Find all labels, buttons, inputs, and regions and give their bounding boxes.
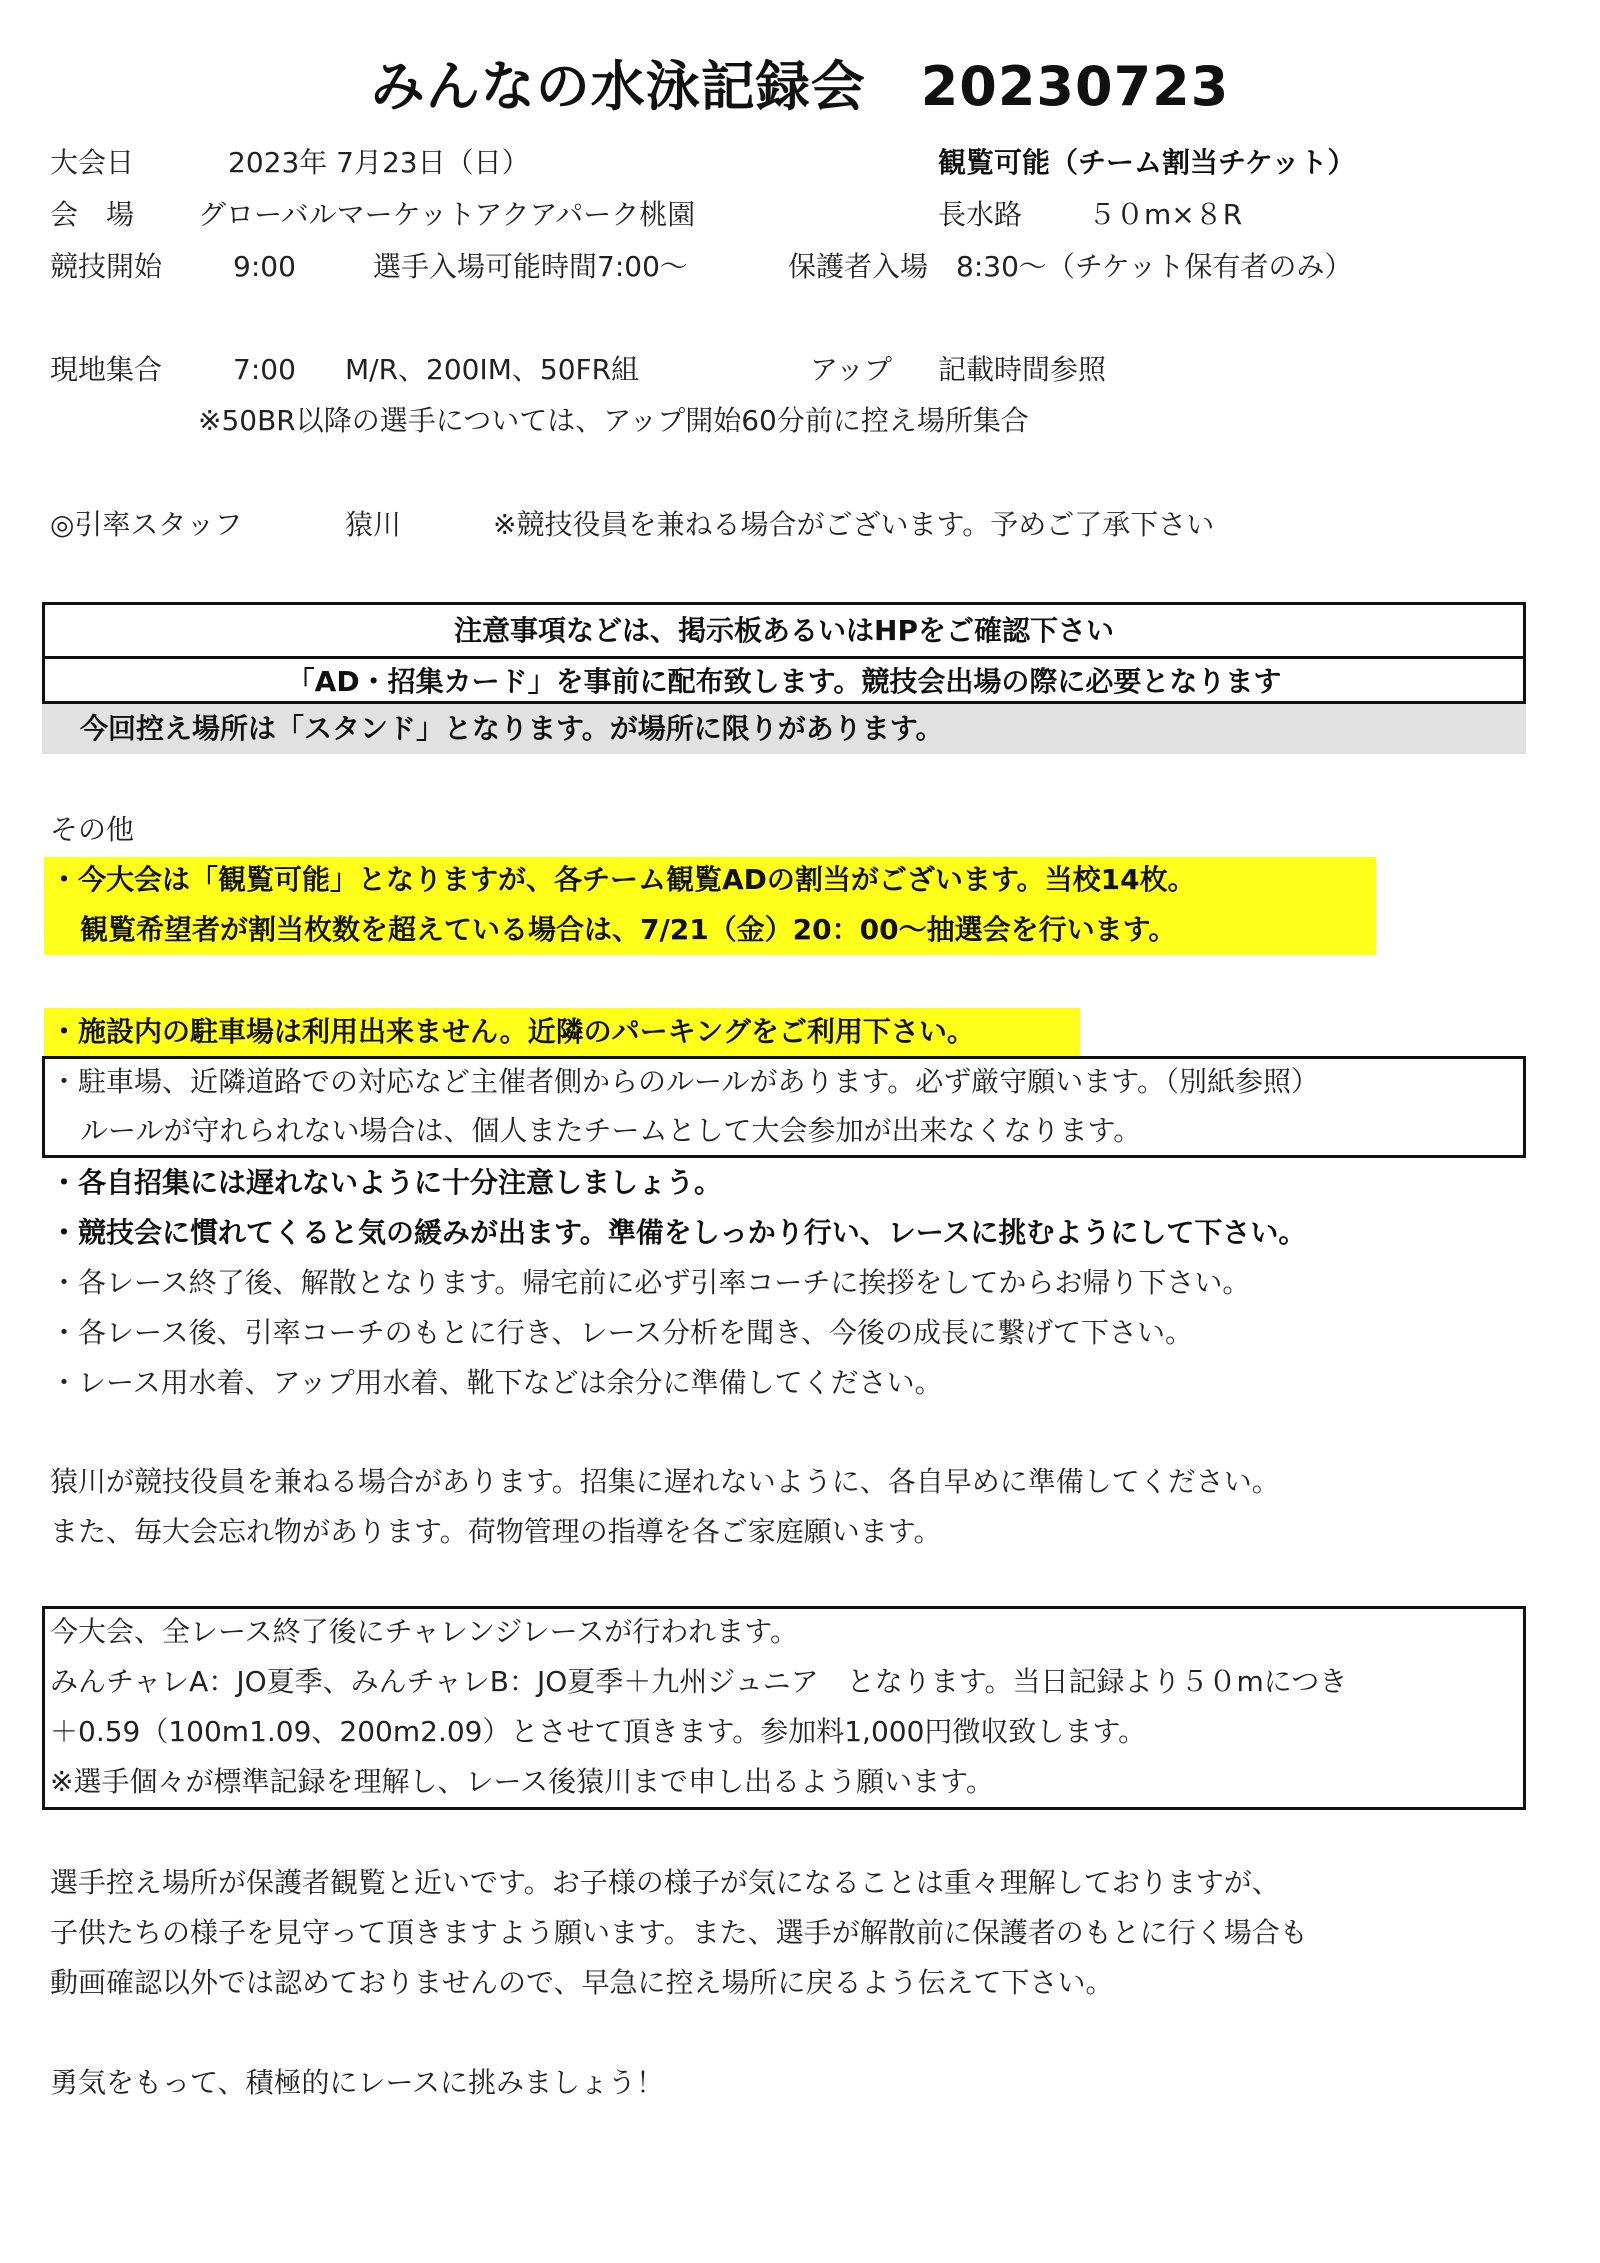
challenge-line-4: ※選手個々が標準記録を理解し、レース後猿川まで申し出るよう願います。 [50,1765,994,1798]
parking-rules-box [42,1056,1526,1158]
paragraph-1-line-2: また、毎大会忘れ物があります。荷物管理の指導を各ご家庭願います。 [50,1515,942,1548]
paragraph-2-line-3: 動画確認以外では認めておりませんので、早急に控え場所に戻るよう伝えて下さい。 [50,1966,1114,1999]
meet-label: 現地集合 [50,353,163,386]
paragraph-2-line-2: 子供たちの様子を見守って頂きますよう願います。また、選手が解散前に保護者のもとに行く場合も [50,1916,1308,1949]
bold-note-2: ・競技会に慣れてくると気の緩みが出ます。準備をしっかり行い、レースに挑むようにして下さい。 [50,1216,1307,1249]
page-title: みんなの水泳記録会 20230723 [370,55,1230,118]
notice-table [42,602,1526,704]
closing-message: 勇気をもって、積極的にレースに挑みましょう！ [50,2066,665,2099]
athlete-entry: 選手入場可能時間7:00～ [373,250,688,283]
date-value: 2023年 7月23日（日） [228,146,530,179]
warmup-value: 記載時間参照 [938,353,1107,386]
paragraph-2-line-1: 選手控え場所が保護者観覧と近いです。お子様の様子が気になることは重々理解しておりますが、 [50,1866,1280,1899]
staff-name: 猿川 [345,508,402,541]
viewing-status: 観覧可能（チーム割当チケット） [938,146,1356,179]
paragraph-1-line-1: 猿川が競技役員を兼ねる場合があります。招集に遅れないように、各自早めに準備してください。 [50,1465,1280,1498]
meet-groups: M/R、200IM、50FR組 [345,353,640,386]
start-label: 競技開始 [50,250,163,283]
venue-value: グローバルマーケットアクアパーク桃園 [198,198,696,231]
list-item: ・各レース終了後、解散となります。帰宅前に必ず引率コーチに挨拶をしてからお帰り下さい。 [50,1266,1251,1299]
pool-value: ５０m×８R [1088,198,1243,231]
meet-note: ※50BR以降の選手については、アップ開始60分前に控え場所集合 [198,404,1029,437]
parking-rules-line-1: ・駐車場、近隣道路での対応など主催者側からのルールがあります。必ず厳守願います。（別紙参照） [50,1065,1319,1098]
viewing-allotment-line-2: 観覧希望者が割当枚数を超えている場合は、7/21（金）20：00～抽選会を行います。 [80,913,1177,946]
list-item: ・レース用水着、アップ用水着、靴下などは余分に準備してください。 [50,1366,943,1399]
notice-row-2: 「AD・招集カード」を事前に配布致します。競技会出場の際に必要となります [286,665,1282,698]
viewing-allotment-line-1: ・今大会は「観覧可能」となりますが、各チーム観覧ADの割当がございます。当校14枚。 [50,863,1196,896]
warmup-label: アップ [810,353,893,386]
notice-row-1: 注意事項などは、掲示板あるいはHPをご確認下さい [454,614,1114,647]
guardian-entry: 保護者入場 8:30～（チケット保有者のみ） [788,250,1353,283]
meet-time: 7:00 [233,353,296,386]
parking-notice: ・施設内の駐車場は利用出来ません。近隣のパーキングをご利用下さい。 [50,1015,975,1048]
notice-divider [45,656,1523,659]
challenge-line-3: ＋0.59（100m1.09、200m2.09）とさせて頂きます。参加料1,000円徴収致します。 [50,1715,1147,1748]
list-item: ・各レース後、引率コーチのもとに行き、レース分析を聞き、今後の成長に繋げて下さい。 [50,1316,1193,1349]
challenge-race-box [42,1606,1526,1810]
bold-note-1: ・各自招集には遅れないように十分注意しましょう。 [50,1166,723,1199]
challenge-line-2: みんチャレA：JO夏季、みんチャレB：JO夏季＋九州ジュニア となります。当日記録より５０mにつき [50,1665,1348,1698]
staff-note: ※競技役員を兼ねる場合がございます。予めご了承下さい [493,508,1215,541]
challenge-line-1: 今大会、全レース終了後にチャレンジレースが行われます。 [50,1615,799,1648]
pool-label: 長水路 [938,198,1023,231]
parking-rules-line-2: ルールが守れられない場合は、個人またチームとして大会参加が出来なくなります。 [80,1114,1142,1147]
venue-label: 会 場 [50,198,135,231]
date-label: 大会日 [50,146,135,179]
notice-row-3: 今回控え場所は「スタンド」となります。が場所に限りがあります。 [80,712,944,745]
other-heading: その他 [50,813,135,846]
start-time: 9:00 [233,250,296,283]
staff-label: ◎引率スタッフ [50,508,243,541]
